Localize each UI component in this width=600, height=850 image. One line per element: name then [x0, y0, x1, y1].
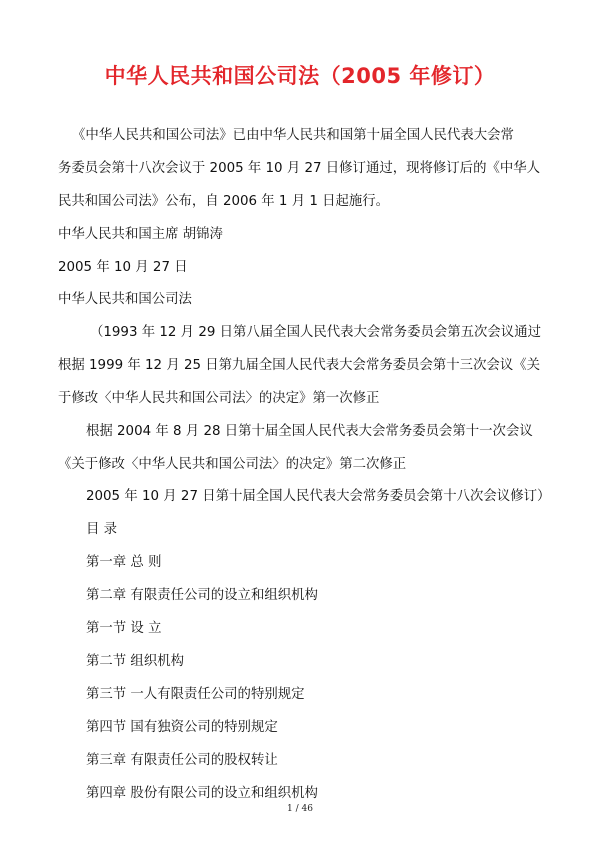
toc-item: 第三章 有限责任公司的股权转让 [86, 753, 278, 768]
date-line: 2005 年 10 月 27 日 [58, 260, 188, 275]
signatory-line: 中华人民共和国主席 胡锦涛 [58, 227, 223, 242]
history-line: 根据 2004 年 8 月 28 日第十届全国人民代表大会常务委员会第十一次会议 [86, 424, 533, 439]
toc-item: 第一章 总 则 [86, 555, 162, 570]
toc-item: 第四节 国有独资公司的特别规定 [86, 720, 278, 735]
history-line: 2005 年 10 月 27 日第十届全国人民代表大会常务委员会第十八次会议修订） [86, 489, 551, 504]
paragraph-line: 民共和国公司法》公布，自 2006 年 1 月 1 日起施行。 [58, 194, 390, 209]
document-title: 中华人民共和国公司法（2005 年修订） [104, 64, 496, 88]
history-line: 《关于修改〈中华人民共和国公司法〉的决定》第二次修正 [58, 457, 407, 472]
toc-item: 第二章 有限责任公司的设立和组织机构 [86, 588, 318, 603]
paragraph-line: 《中华人民共和国公司法》已由中华人民共和国第十届全国人民代表大会常 [72, 128, 514, 143]
paragraph-line: 务委员会第十八次会议于 2005 年 10 月 27 日修订通过，现将修订后的《中华人 [58, 161, 541, 176]
law-name-line: 中华人民共和国公司法 [58, 292, 192, 307]
history-line: 于修改〈中华人民共和国公司法〉的决定》第一次修正 [58, 391, 380, 406]
toc-item: 第一节 设 立 [86, 621, 162, 636]
toc-heading: 目 录 [86, 522, 118, 537]
history-line: 根据 1999 年 12 月 25 日第九届全国人民代表大会常务委员会第十三次会议《关 [58, 358, 541, 373]
toc-item: 第四章 股份有限公司的设立和组织机构 [86, 786, 318, 801]
toc-item: 第二节 组织机构 [86, 654, 184, 669]
toc-item: 第三节 一人有限责任公司的特别规定 [86, 687, 305, 702]
history-line: （1993 年 12 月 29 日第八届全国人民代表大会常务委员会第五次会议通过 [90, 325, 541, 340]
page-number: 1 / 46 [287, 804, 313, 814]
